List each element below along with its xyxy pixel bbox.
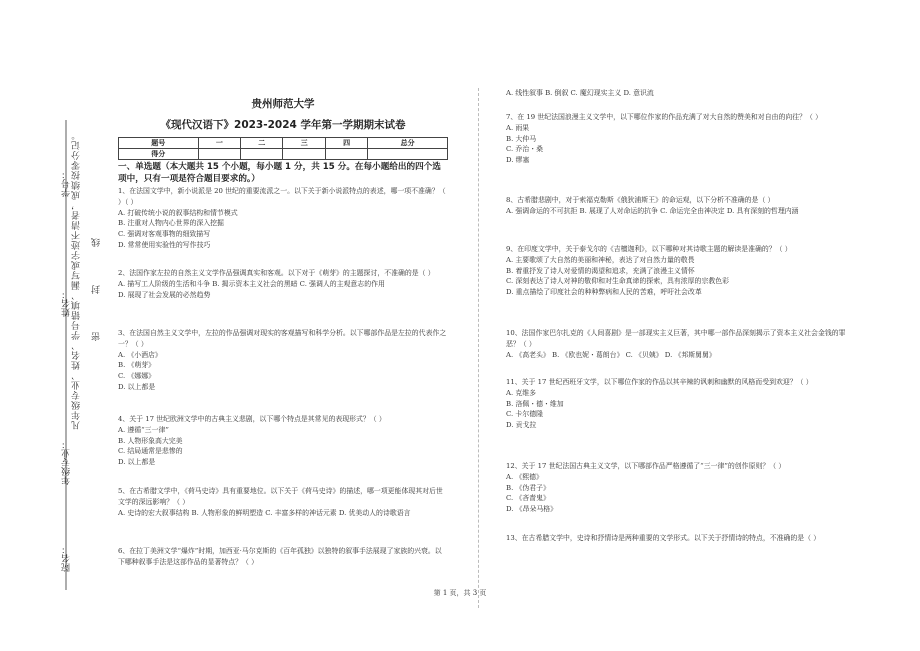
option: D. 以上都是 [118,458,156,467]
question-stem: 7、在 19 世纪法国浪漫主义文学中，以下哪位作家的作品充满了对大自然的赞美和对自由的向往？（ ） [506,113,823,121]
question-5 [118,486,448,518]
option: B. 大仲马 [506,134,537,143]
score-header-cell: 总分 [368,138,448,149]
question-stem: 12、关于 17 世纪法国古典主义文学，以下哪部作品严格遵循了“三一律”的创作原则？（ ） [506,462,786,470]
option: B. 着重抒发了诗人对爱情的渴望和追求，充满了浪漫主义情怀 [506,266,695,275]
question-12 [506,461,846,515]
score-header-cell: 一 [198,138,240,149]
question-stem: 8、古希腊悲剧中，对于索福克勒斯《俄狄浦斯王》的命运观，以下分析不准确的是（ ） [506,196,775,204]
score-cell [368,149,448,160]
option: B. 《萌芽》 [118,361,156,370]
question-stem: 5、在古希腊文学中，《荷马史诗》具有重要地位。以下关于《荷马史诗》的描述，哪一项更能体现其对后世文学的深远影响？（ ） [118,487,443,506]
score-cell [325,149,367,160]
option: D. 以上都是 [118,382,156,391]
option: B. 洛佩・德・维加 [506,399,564,408]
option: B. 人物形象高大完美 [118,436,183,445]
question-stem: 6、在拉丁美洲文学“爆炸”时期，加西亚·马尔克斯的《百年孤独》以独特的叙事手法展现了家族的兴衰。以下哪种叙事手法是这部作品的显著特点？（ ） [118,547,442,566]
question-4 [118,414,448,468]
option: C. 乔治・桑 [506,145,543,154]
exam-title: 《现代汉语下》2023-2024 学年第一学期期末试卷 [160,119,406,131]
option: D. 缪塞 [506,156,530,165]
option: A. 描写工人阶级的生活和斗争 B. 揭示资本主义社会的黑暗 C. 强调人的主观意志的作用 [118,279,385,288]
option: A. 《小酒店》 [118,350,162,359]
option: C. 强调对客观事物的细致描写 [118,230,211,239]
section-1-title: 一、单选题（本大题共 15 个小题，每小题 1 分，共 15 分。在每小题给出的四个选项中，只有一项是符合题目要求的。） [118,162,441,184]
score-table-header-row [119,138,448,149]
question-stem: 11、关于 17 世纪西班牙文学，以下哪位作家的作品以其辛辣的讽刺和幽默的风格而受到欢迎？（ ） [506,378,813,386]
question-6-options [506,88,846,99]
option: C. 《吝啬鬼》 [506,494,550,503]
score-table [118,137,448,160]
name-field: 姓名： [62,290,72,317]
question-3 [118,328,448,393]
question-11 [506,377,846,431]
question-1 [118,186,448,251]
score-table-score-row [119,149,448,160]
option: B. 注重对人物内心世界的深入挖掘 [118,219,224,228]
question-9 [506,244,846,298]
question-stem: 9、在印度文学中，关于泰戈尔的《吉檀迦利》，以下哪种对其诗歌主题的解读是准确的？（ ） [506,245,792,253]
option: C. 卡尔德隆 [506,410,543,419]
question-stem: 4、关于 17 世纪欧洲文学中的古典主义悲剧，以下哪个特点是其常见的表现形式？（ ） [118,415,386,423]
score-row-label: 得分 [119,149,199,160]
score-header-cell: 题号 [119,138,199,149]
option: A. 克维多 [506,388,537,397]
question-stem: 1、在法国文学中，新小说派是 20 世纪的重要流派之一。以下关于新小说派特点的表述，哪一项不准确？（ ）（ ） [118,187,446,206]
question-8 [506,195,846,217]
student-id-field: 学号： [62,170,72,197]
score-cell [283,149,325,160]
question-stem: 10、法国作家巴尔扎克的《人间喜剧》是一部现实主义巨著，其中哪一部作品深刻揭示了资本主义社会金钱的罪恶？（ ） [506,329,846,348]
option: A. 主要歌颂了大自然的美丽和神秘，表达了对自然力量的敬畏 [506,255,695,264]
option: A. 雨果 [506,123,530,132]
seal-line-label: 密封线 [92,200,102,341]
option: C. 深刻表达了诗人对神的敬仰和对生命真谛的探索，具有浓厚的宗教色彩 [506,277,730,286]
question-7 [506,112,846,166]
question-stem: 2、法国作家左拉的自然主义文学作品强调真实和客观。以下对于《萌芽》的主题探讨，不准确的是（ ） [118,269,435,277]
college-field: 院名： [62,545,72,572]
score-header-cell: 三 [283,138,325,149]
option: D. 重点描绘了印度社会的种种弊病和人民的苦难，呼吁社会改革 [506,288,702,297]
option: A. 线性叙事 B. 倒叙 C. 魔幻现实主义 D. 意识流 [506,89,654,97]
score-cell [198,149,240,160]
option: C. 《娜娜》 [118,372,155,381]
option: D. 贡戈拉 [506,421,537,430]
question-13 [506,533,846,544]
option: A. 强调命运的不可抗拒 B. 展现了人对命运的抗争 C. 命运完全由神决定 D. 具有深刻的哲理内涵 [506,206,799,215]
option: D. 《昂朵马格》 [506,505,558,514]
question-2 [118,268,448,300]
option: D. 展现了社会发展的必然趋势 [118,290,211,299]
question-6 [118,546,448,568]
major-field: 年级专业： [62,440,72,485]
score-header-cell: 二 [241,138,283,149]
score-header-cell: 四 [325,138,367,149]
question-10 [506,328,846,360]
binding-notice: 凡年级专业、姓名、学号错填、漏写或字迹不清者，成绩按零分记。 [72,130,82,430]
option: A. 《熙德》 [506,472,543,481]
column-divider [478,88,479,608]
score-cell [241,149,283,160]
option: A. 遵循“三一律” [118,425,169,434]
option: C. 结局通常是悲惨的 [118,447,183,456]
option: D. 常常使用实验性的写作技巧 [118,240,211,249]
option: A. 《高老头》 B. 《欧也妮・葛朗台》 C. 《贝姨》 D. 《邦斯舅舅》 [506,350,716,359]
page-footer: 第 1 页，共 3 页 [433,589,487,597]
option: A. 史诗的宏大叙事结构 B. 人物形象的鲜明塑造 C. 丰富多样的神话元素 D. 优美动人的诗歌语言 [118,508,411,517]
option: B. 《伪君子》 [506,483,550,492]
option: A. 打破传统小说的叙事结构和情节模式 [118,208,238,217]
question-stem: 3、在法国自然主义文学中，左拉的作品强调对现实的客观描写和科学分析。以下哪部作品是左拉的代表作之一？（ ） [118,329,447,348]
school-name: 贵州师范大学 [251,98,315,110]
question-stem: 13、在古希腊文学中，史诗和抒情诗是两种重要的文学形式。以下关于抒情诗的特点，不准确的是（ ） [506,534,821,542]
